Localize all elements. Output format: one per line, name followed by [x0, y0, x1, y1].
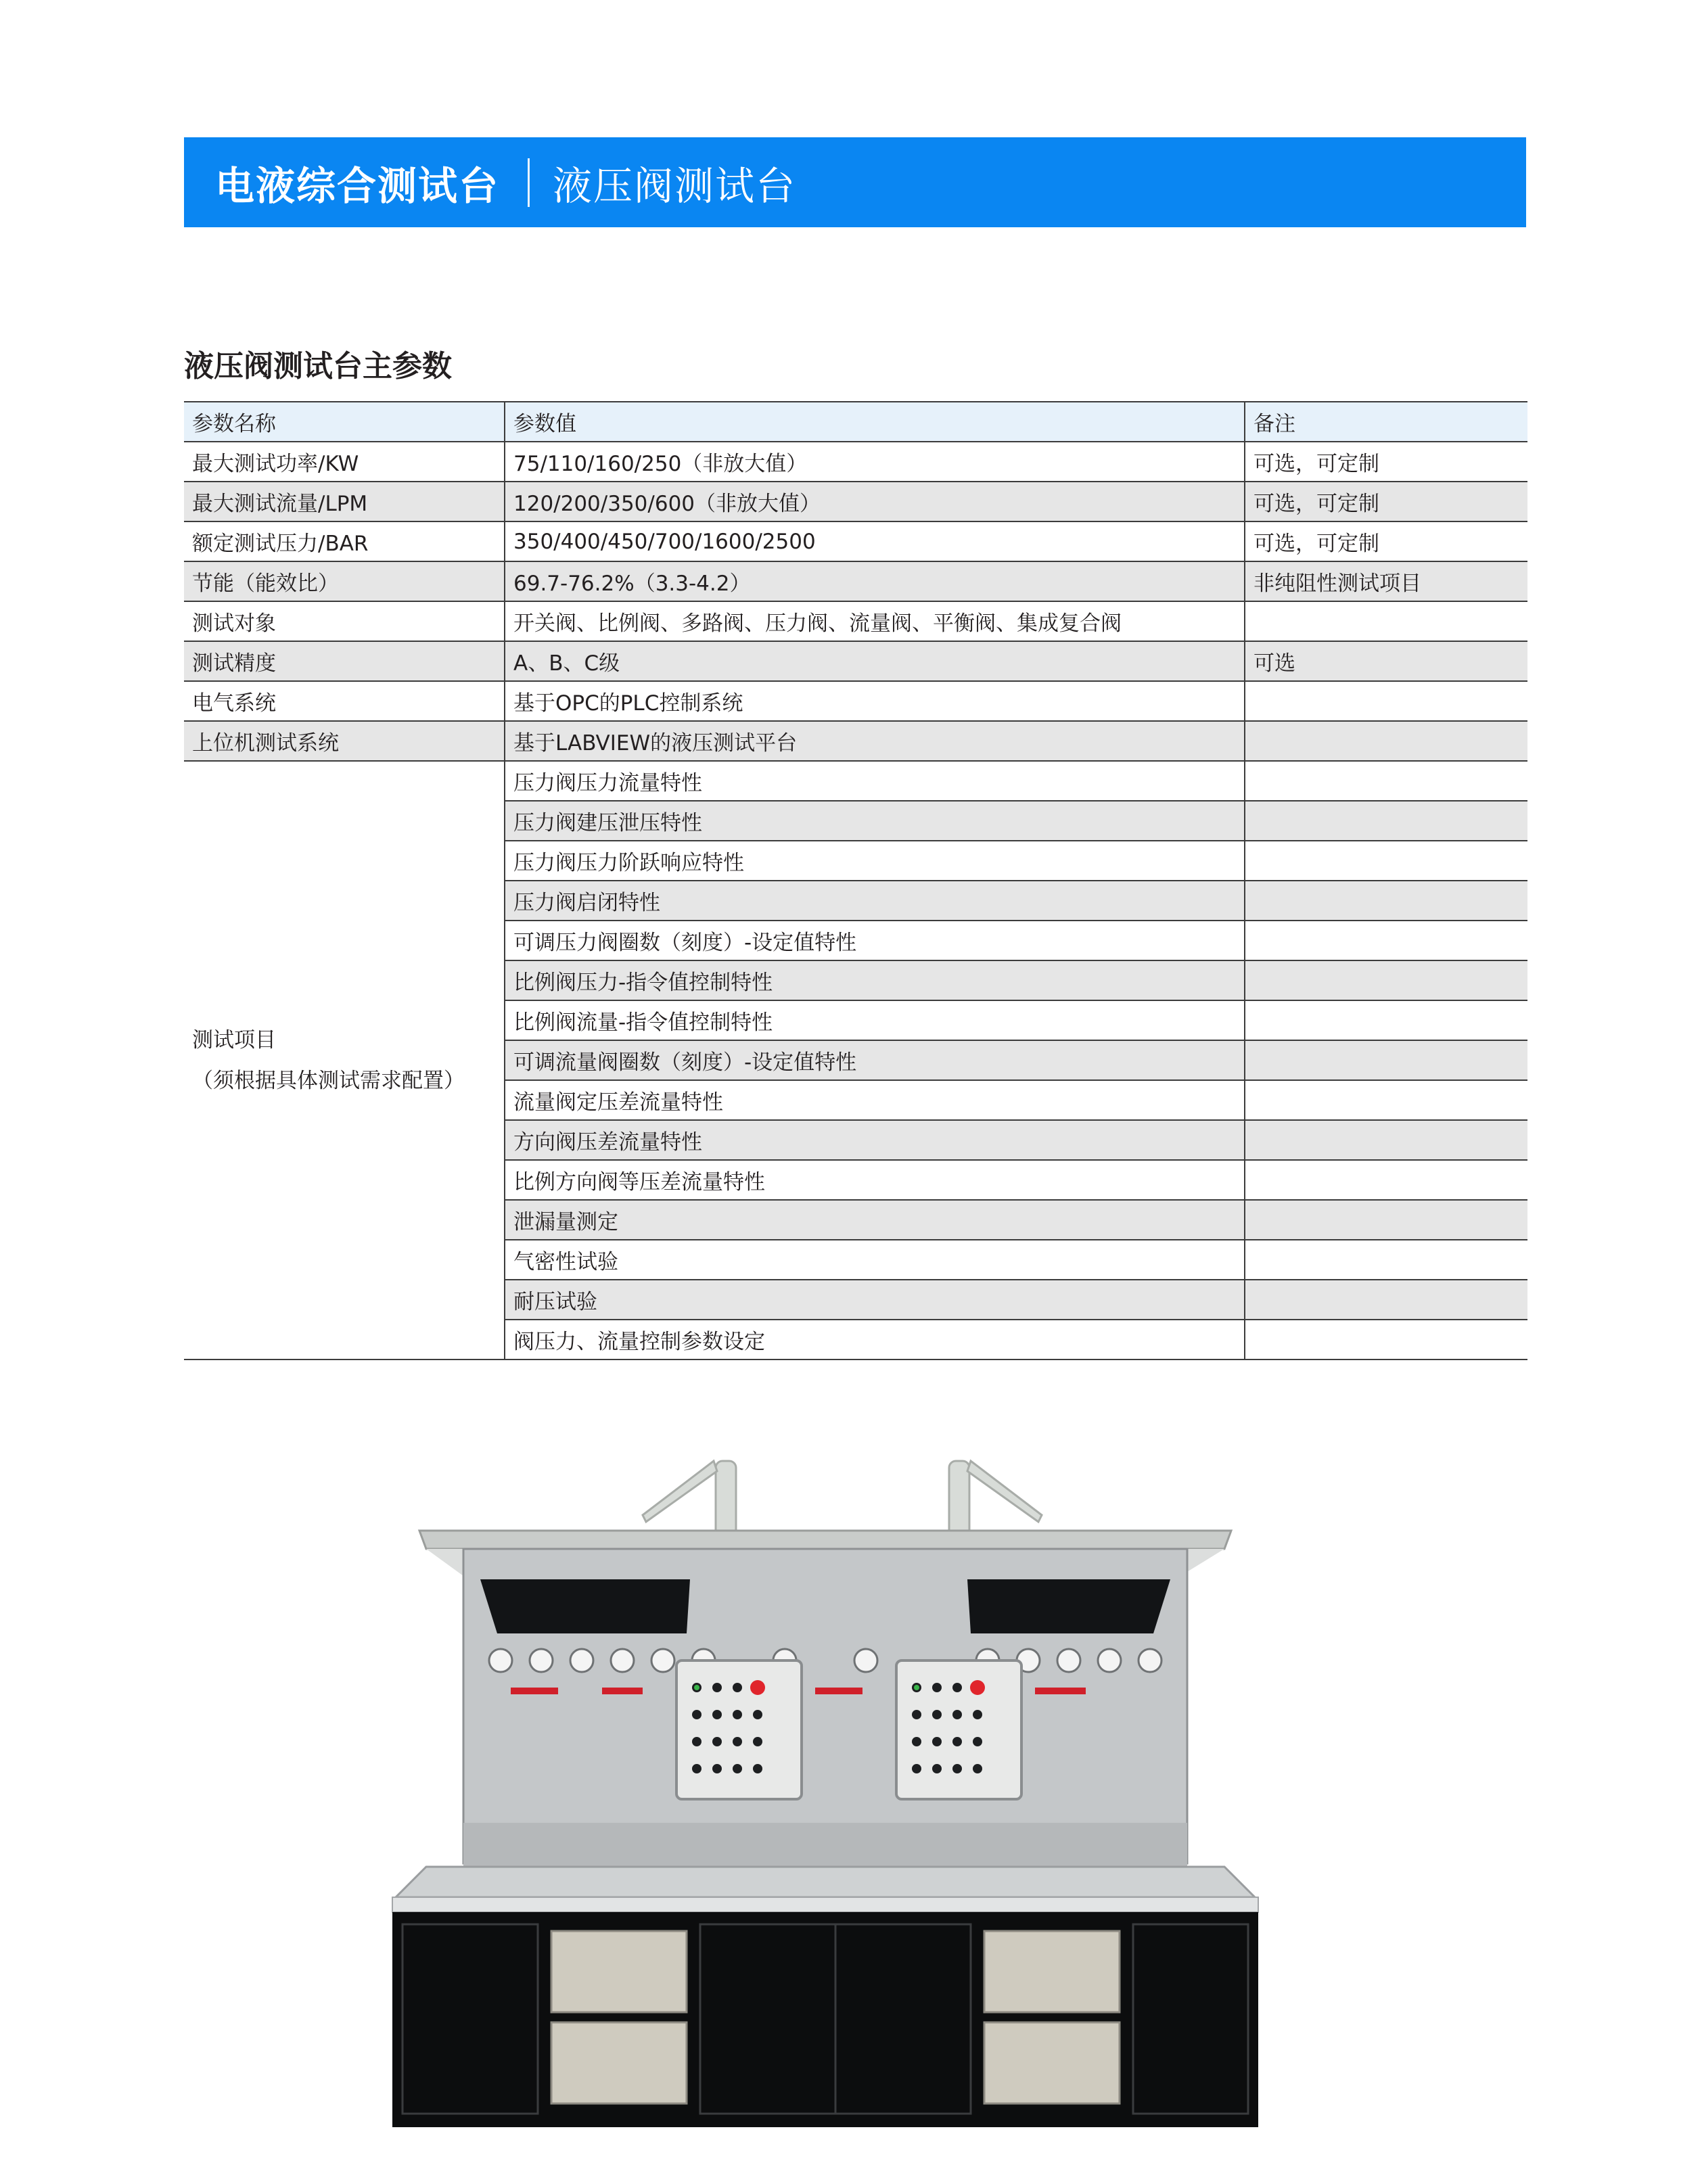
param-value-cell: 基于LABVIEW的液压测试平台 [505, 721, 1245, 761]
test-bench-photo [375, 1458, 1275, 2134]
param-value-cell: 基于OPC的PLC控制系统 [505, 681, 1245, 721]
param-value-cell: 69.7-76.2%（3.3-4.2） [505, 561, 1245, 601]
param-value-cell: 120/200/350/600（非放大值） [505, 482, 1245, 521]
test-item-note-cell [1245, 1240, 1527, 1280]
param-name-cell: 最大测试流量/LPM [184, 482, 505, 521]
param-note-cell: 可选，可定制 [1245, 442, 1527, 482]
test-item-note-cell [1245, 841, 1527, 881]
header-title: 电液综合测试台 [215, 162, 500, 209]
table-row [184, 721, 1527, 761]
param-name-cell: 电气系统 [184, 681, 505, 721]
test-items-label-cell [184, 761, 505, 1360]
test-item-cell: 压力阀启闭特性 [505, 881, 1245, 921]
test-item-cell: 方向阀压差流量特性 [505, 1120, 1245, 1160]
test-item-note-cell [1245, 881, 1527, 921]
test-item-cell: 阀压力、流量控制参数设定 [505, 1320, 1245, 1360]
test-item-cell: 气密性试验 [505, 1240, 1245, 1280]
test-item-note-cell [1245, 801, 1527, 841]
param-name-cell: 额定测试压力/BAR [184, 521, 505, 561]
test-item-cell: 可调压力阀圈数（刻度）-设定值特性 [505, 921, 1245, 960]
column-header-value: 参数值 [505, 402, 1245, 442]
test-item-note-cell [1245, 960, 1527, 1000]
test-item-cell: 比例方向阀等压差流量特性 [505, 1160, 1245, 1200]
test-item-note-cell [1245, 761, 1527, 801]
test-item-row [184, 761, 1527, 801]
test-item-cell: 压力阀压力阶跃响应特性 [505, 841, 1245, 881]
param-note-cell: 可选，可定制 [1245, 482, 1527, 521]
test-item-note-cell [1245, 1320, 1527, 1360]
table-row [184, 521, 1527, 561]
test-item-cell: 比例阀压力-指令值控制特性 [505, 960, 1245, 1000]
param-name-cell: 测试对象 [184, 601, 505, 641]
section-title: 液压阀测试台主参数 [184, 349, 452, 384]
test-item-note-cell [1245, 1000, 1527, 1040]
header-divider [528, 158, 530, 207]
test-item-note-cell [1245, 1160, 1527, 1200]
param-note-cell: 可选，可定制 [1245, 521, 1527, 561]
test-item-note-cell [1245, 921, 1527, 960]
table-row [184, 681, 1527, 721]
test-item-cell: 耐压试验 [505, 1280, 1245, 1320]
column-header-note: 备注 [1245, 402, 1527, 442]
test-item-note-cell [1245, 1120, 1527, 1160]
header-subtitle: 液压阀测试台 [553, 162, 797, 209]
param-value-cell: A、B、C级 [505, 641, 1245, 681]
table-row [184, 482, 1527, 521]
test-item-cell: 流量阀定压差流量特性 [505, 1080, 1245, 1120]
table-row [184, 442, 1527, 482]
param-note-cell: 可选 [1245, 641, 1527, 681]
param-value-cell: 75/110/160/250（非放大值） [505, 442, 1245, 482]
test-item-cell: 压力阀建压泄压特性 [505, 801, 1245, 841]
param-note-cell: 非纯阻性测试项目 [1245, 561, 1527, 601]
param-name-cell: 测试精度 [184, 641, 505, 681]
test-item-note-cell [1245, 1280, 1527, 1320]
param-name-cell: 上位机测试系统 [184, 721, 505, 761]
test-item-cell: 可调流量阀圈数（刻度）-设定值特性 [505, 1040, 1245, 1080]
test-items-label-line: 测试项目 [192, 1027, 276, 1052]
parameters-table [184, 401, 1527, 1360]
test-items-label-line: （须根据具体测试需求配置） [192, 1068, 465, 1093]
param-name-cell: 最大测试功率/KW [184, 442, 505, 482]
test-item-cell: 比例阀流量-指令值控制特性 [505, 1000, 1245, 1040]
test-item-note-cell [1245, 1040, 1527, 1080]
table-row [184, 561, 1527, 601]
param-note-cell [1245, 721, 1527, 761]
param-note-cell [1245, 601, 1527, 641]
table-row [184, 641, 1527, 681]
header-banner [184, 137, 1526, 227]
table-header-row [184, 402, 1527, 442]
test-item-note-cell [1245, 1080, 1527, 1120]
table-row [184, 601, 1527, 641]
param-value-cell: 开关阀、比例阀、多路阀、压力阀、流量阀、平衡阀、集成复合阀 [505, 601, 1245, 641]
param-name-cell: 节能（能效比） [184, 561, 505, 601]
test-item-cell: 压力阀压力流量特性 [505, 761, 1245, 801]
test-item-cell: 泄漏量测定 [505, 1200, 1245, 1240]
param-value-cell: 350/400/450/700/1600/2500 [505, 521, 1245, 561]
param-note-cell [1245, 681, 1527, 721]
test-item-note-cell [1245, 1200, 1527, 1240]
column-header-name: 参数名称 [184, 402, 505, 442]
